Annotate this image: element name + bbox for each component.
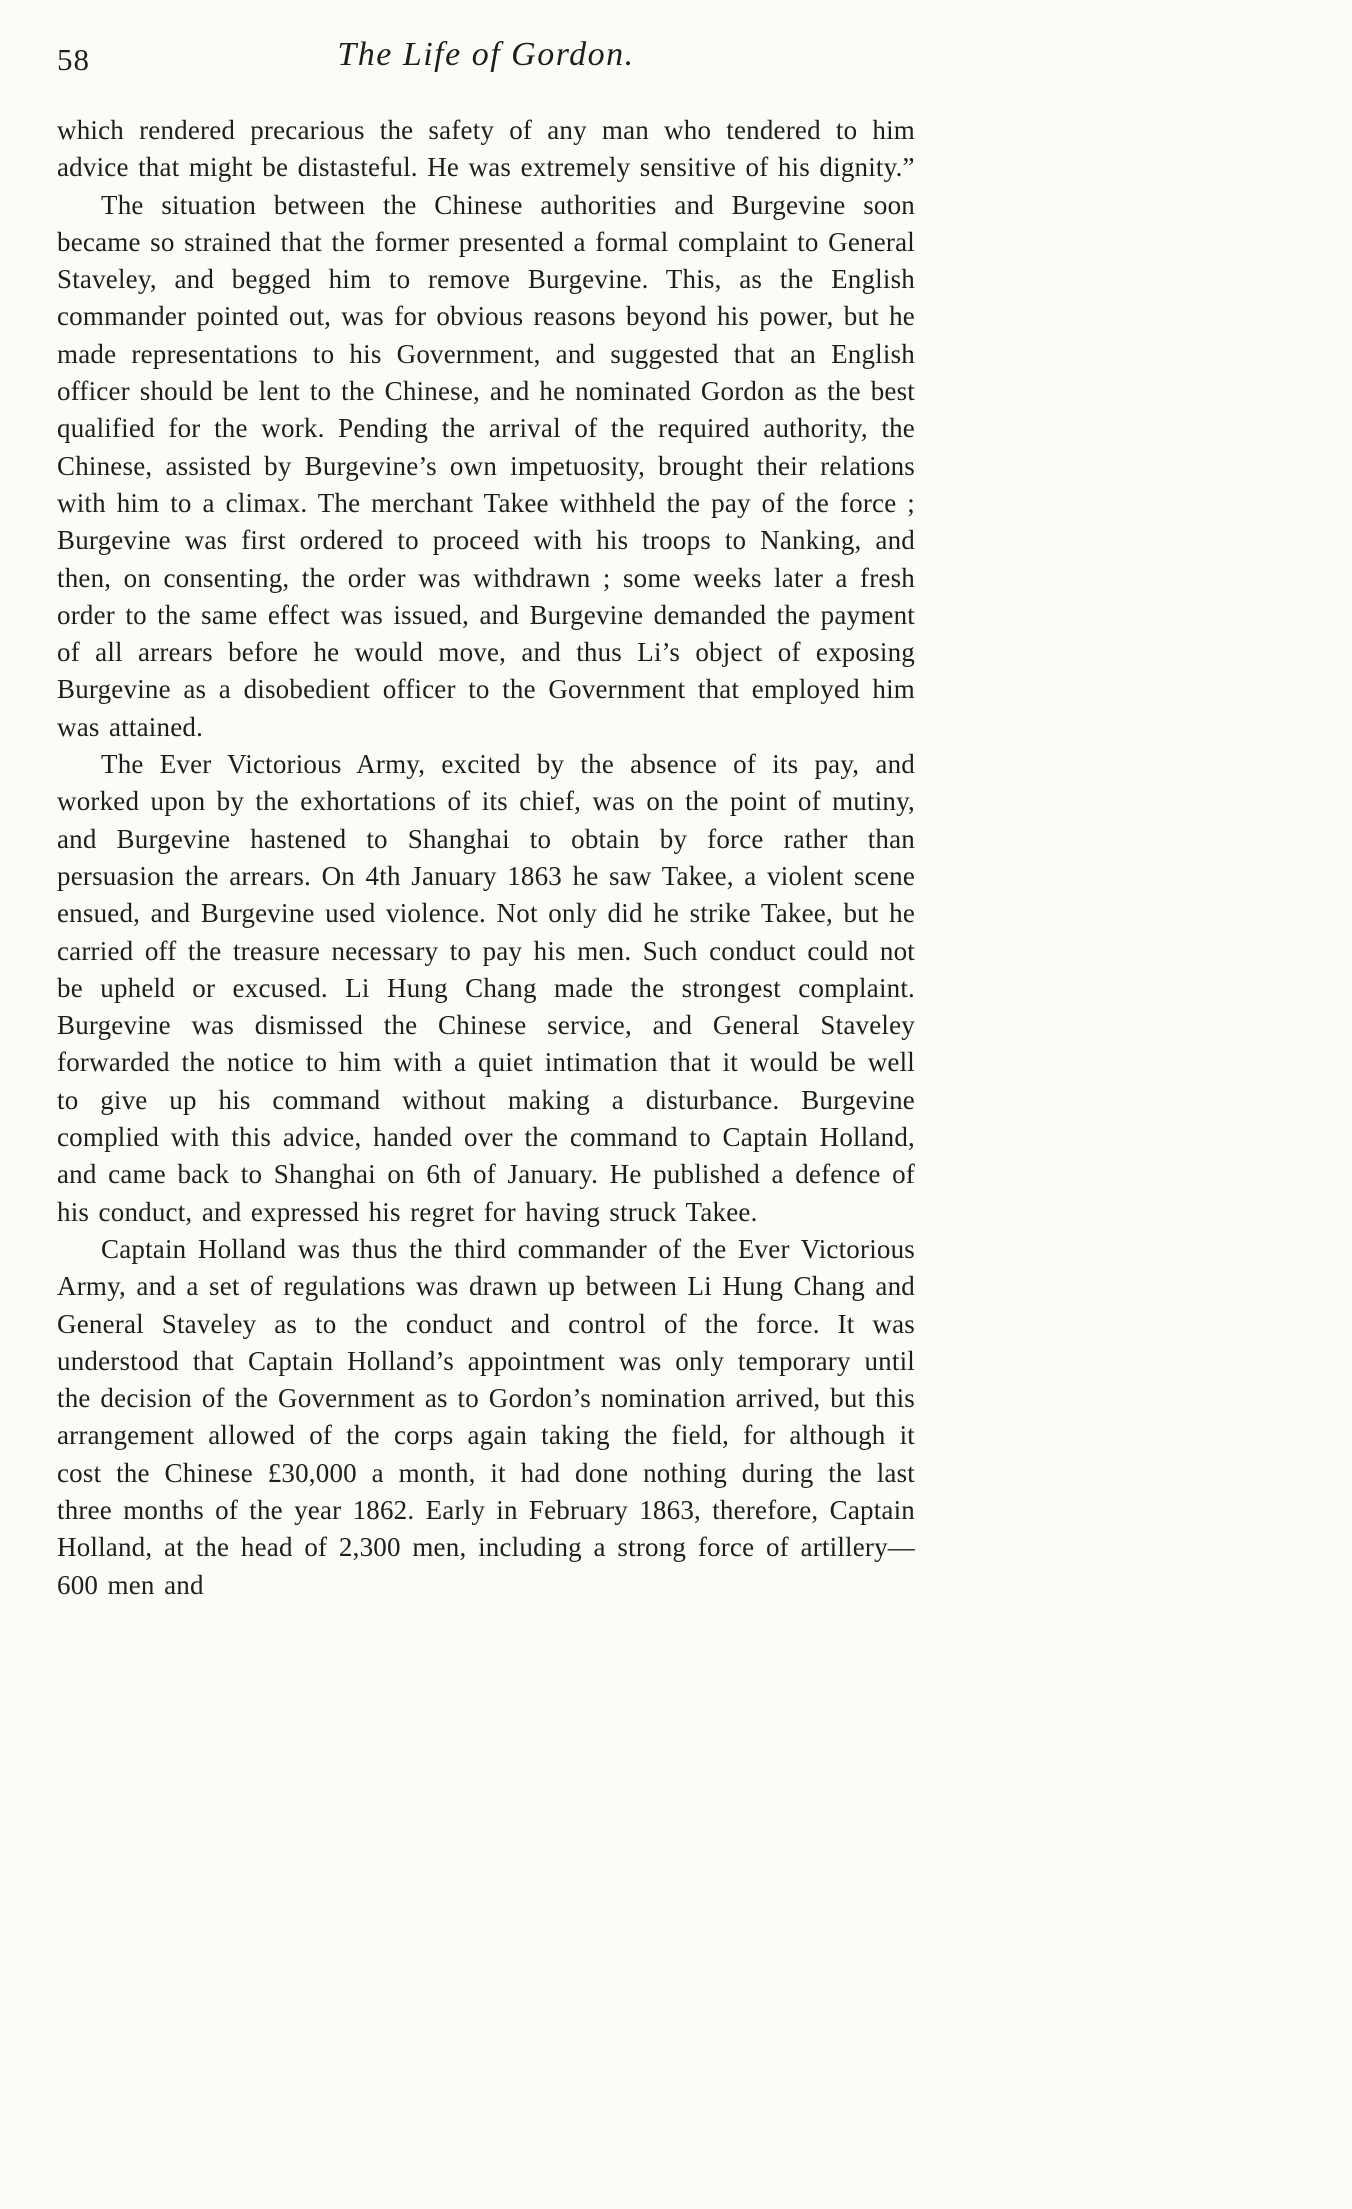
paragraph-1: which rendered precarious the safety of any man who tendered to him advice that might be distasteful. He was extremely sensitive of his dignity.” <box>57 115 915 183</box>
running-title: The Life of Gordon. <box>337 36 635 73</box>
paragraph-3: The Ever Victorious Army, excited by the absence of its pay, and worked upon by the exhortations of its chief, was on the point of mutiny, and Burgevine hastened to Shanghai to obtain by force rather than persuasion the arrears. On 4th January 1863 he saw Takee, a violent scene ensued, and Burgevine used violence. Not only did he strike Takee, but he carried off the treasure necessary to pay his men. Such conduct could not be upheld or excused. Li Hung Chang made the strongest complaint. Burgevine was dismissed the Chinese service, and General Staveley forwarded the notice to him with a quiet intimation that it would be well to give up his command without making a disturbance. Burgevine complied with this advice, handed over the command to Captain Holland, and came back to Shanghai on 6th of January. He published a defence of his conduct, and expressed his regret for having struck Takee. <box>57 749 915 1227</box>
page-number: 58 <box>57 42 90 77</box>
paragraph-4: Captain Holland was thus the third commander of the Ever Victorious Army, and a set of regulations was drawn up between Li Hung Chang and General Staveley as to the conduct and control of the force. It was understood that Captain Holland’s appointment was only temporary until the decision of the Government as to Gordon’s nomination arrived, but this arrangement allowed of the corps again taking the field, for although it cost the Chinese £30,000 a month, it had done nothing during the last three months of the year 1862. Early in February 1863, therefore, Captain Holland, at the head of 2,300 men, including a strong force of artillery—600 men and <box>57 1233 915 1600</box>
page-container <box>57 34 915 1604</box>
paragraph-2: The situation between the Chinese authorities and Burgevine soon became so strained that the former presented a formal complaint to General Staveley, and begged him to remove Burgevine. This, as the English commander pointed out, was for obvious reasons beyond his power, but he made representations to his Government, and suggested that an English officer should be lent to the Chinese, and he nominated Gordon as the best qualified for the work. Pending the arrival of the required authority, the Chinese, assisted by Burgevine’s own impetuosity, brought their relations with him to a climax. The merchant Takee withheld the pay of the force ; Burgevine was first ordered to proceed with his troops to Nanking, and then, on consenting, the order was withdrawn ; some weeks later a fresh order to the same effect was issued, and Burgevine demanded the payment of all arrears before he would move, and thus Li’s object of exposing Burgevine as a disobedient officer to the Government that employed him was attained. <box>57 189 915 742</box>
page-body <box>57 112 915 1604</box>
page-header <box>57 34 915 86</box>
